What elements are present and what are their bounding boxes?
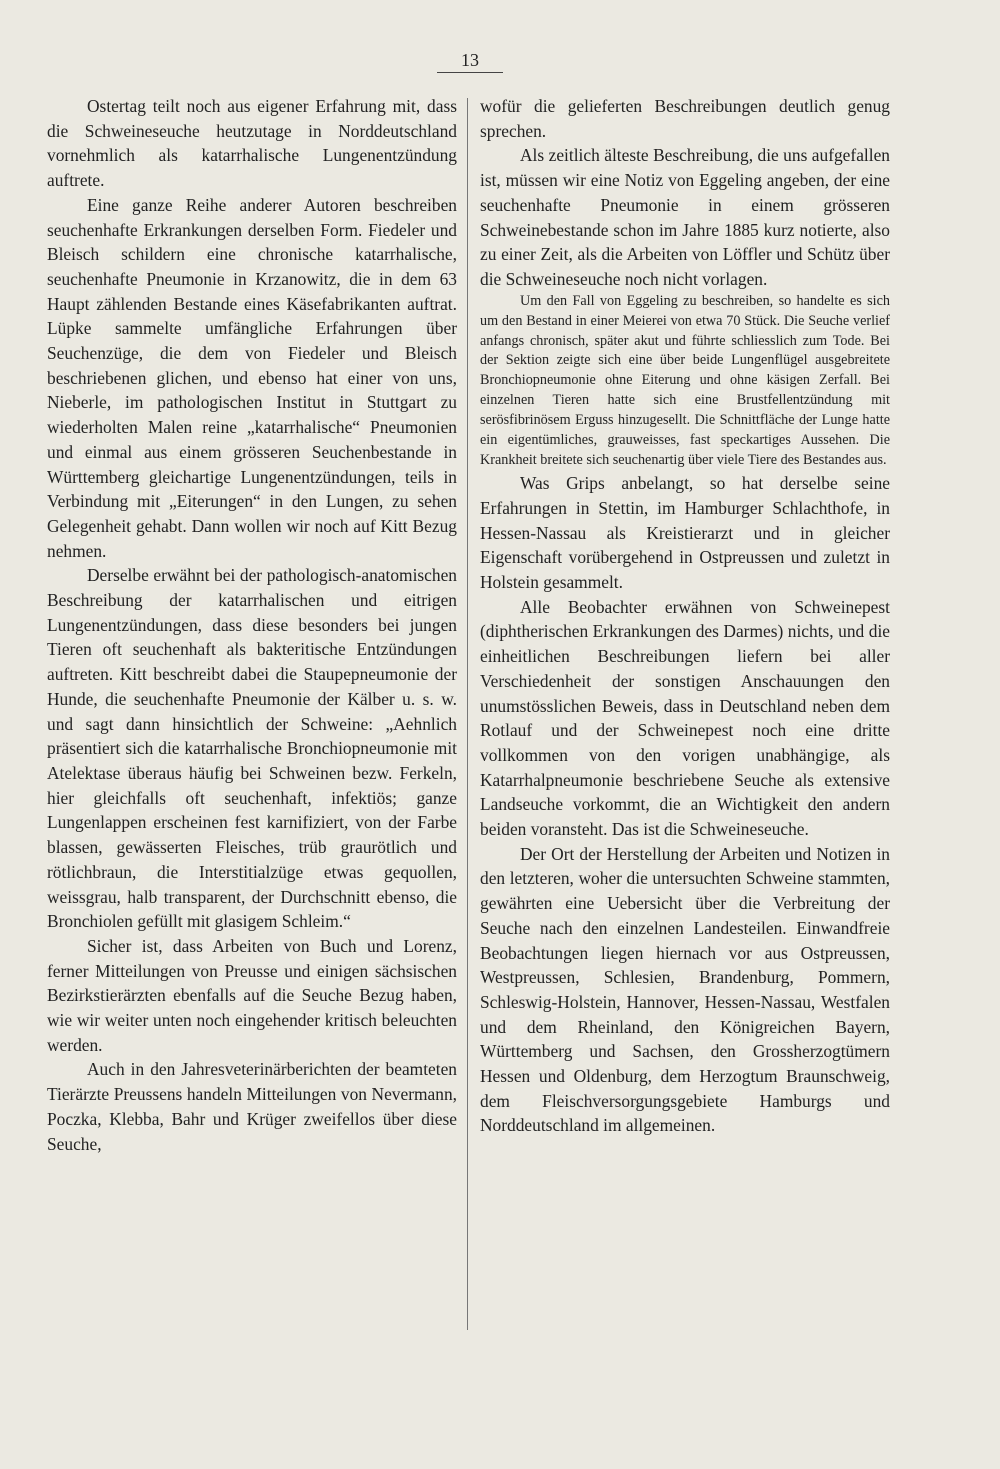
body-paragraph: Alle Beobachter erwähnen von Schweinepest (diphtherischen Erkrankungen des Darmes) nichts, und die einheitlichen Beschreibungen liefern bei aller Verschiedenheit der sonstigen Anschauungen den unumstösslichen Beweis, dass in Deutschland neben dem Rotlauf und der Schweinepest noch eine dritte vollkommen von den vorigen unabhängige, als Katarrhalpneumonie beschriebene Seuche als extensive Landseuche vorkommt, die an Wichtigkeit den andern beiden voransteht. Das ist die Schweineseuche. bbox=[480, 596, 890, 840]
body-paragraph: Der Ort der Herstellung der Arbeiten und Notizen in den letzteren, woher die untersuchten Schweine stammten, gewährten eine Uebersicht über die Verbreitung der Seuche nach den einzelnen Landesteilen. Einwandfreie Beobachtungen liegen hiernach vor aus Ostpreussen, Westpreussen, Schlesien, Brandenburg, Pommern, Schleswig-Holstein, Hannover, Hessen-Nassau, Westfalen und dem Rheinland, den Königreichen Bayern, Württemberg und Sachsen, den Grossherzogtümern Hessen und Oldenburg, dem Herzogtum Braunschweig, dem Fleischversorgungsgebiete Hamburgs und Norddeutschland im allgemeinen. bbox=[480, 843, 890, 1136]
body-paragraph: Ostertag teilt noch aus eigener Erfahrung mit, dass die Schweineseuche heutzutage in Norddeutschland vornehmlich als katarrhalische Lungenentzündung auftrete. bbox=[47, 96, 457, 191]
page-number: 13 bbox=[437, 48, 503, 73]
right-column bbox=[480, 94, 890, 1138]
left-column bbox=[47, 94, 457, 1156]
footnote-paragraph: Um den Fall von Eggeling zu beschreiben, so handelte es sich um den Bestand in einer Meierei von etwa 70 Stück. Die Seuche verlief anfangs chronisch, später akut und führte schliesslich zum Tode. Bei der Sektion zeigte sich eine über beide Lungenflügel ausgebreitete Bronchiopneumonie ohne Eiterung und ohne käsigen Zerfall. Bei einzelnen Tieren hatte sich eine Brustfellentzündung mit serösfibrinösem Erguss hinzugesellt. Die Schnittfläche der Lunge hatte ein eigentümliches, grauweisses, fast speckartiges Aussehen. Die Krankheit breitete sich seuchenartig über viele Tiere des Bestandes aus. bbox=[480, 292, 890, 469]
column-divider bbox=[467, 98, 468, 1330]
body-paragraph: Eine ganze Reihe anderer Autoren beschreiben seuchenhafte Erkrankungen derselben Form. Fiedeler und Bleisch schildern eine chronische katarrhalische, seuchenhafte Pneumonie in Krzanowitz, die in dem 63 Haupt zählenden Bestande eines Käsefabrikanten auftrat. Lüpke sammelte umfängliche Erfahrungen über Seuchenzüge, die dem von Fiedeler und Bleisch beschriebenen glichen, und ebenso hat einer von uns, Nieberle, im pathologischen Institut in Stuttgart zu wiederholten Malen reine „katarrhalische“ Pneumonien und einmal aus einem grösseren Seuchenbestande in Württemberg gleichartige Lungenentzündungen, teils in Verbindung mit „Eiterungen“ in den Lungen, zu sehen Gelegenheit gehabt. Dann wollen wir noch auf Kitt Bezug nehmen. bbox=[47, 194, 457, 561]
body-paragraph: Als zeitlich älteste Beschreibung, die uns aufgefallen ist, müssen wir eine Notiz von Eggeling angeben, der eine seuchenhafte Pneumonie in einem grösseren Schweinebestande schon im Jahre 1885 kurz notierte, also zu einer Zeit, als die Arbeiten von Löffler und Schütz über die Schweineseuche noch nicht vorlagen. bbox=[480, 145, 890, 289]
body-paragraph: Derselbe erwähnt bei der pathologisch-anatomischen Beschreibung der katarrhalischen und eitrigen Lungenentzündungen, dass diese besonders bei jungen Tieren oft seuchenhaft als bakteritische Entzündungen auftreten. Kitt beschreibt dabei die Staupepneumonie der Hunde, die seuchenhafte Pneumonie der Kälber u. s. w. und sagt dann hinsichtlich der Schweine: „Aehnlich präsentiert sich die katarrhalische Bronchiopneumonie mit Atelektase überaus häufig bei Schweinen bezw. Ferkeln, hier gleichfalls oft seuchenhaft, infektiös; ganze Lungenlappen erscheinen fest karnifiziert, von der Farbe blassen, gewässerten Fleisches, trüb graurötlich und rötlichbraun, die Interstitialzüge etwas gequollen, weissgrau, halb transparent, der Durchschnitt ebenso, die Bronchiolen gefüllt mit glasigem Schleim.“ bbox=[47, 565, 457, 932]
body-paragraph: wofür die gelieferten Beschreibungen deutlich genug sprechen. bbox=[480, 96, 890, 141]
body-paragraph: Sicher ist, dass Arbeiten von Buch und Lorenz, ferner Mitteilungen von Preusse und einigen sächsischen Bezirkstierärzten ebenfalls auf die Seuche Bezug haben, wie wir weiter unten noch eingehender kritisch beleuchten werden. bbox=[47, 935, 457, 1055]
body-paragraph: Was Grips anbelangt, so hat derselbe seine Erfahrungen in Stettin, im Hamburger Schlachthofe, in Hessen-Nassau als Kreistierarzt und in gleicher Eigenschaft vorübergehend in Ostpreussen und zuletzt in Holstein gesammelt. bbox=[480, 473, 890, 593]
body-paragraph: Auch in den Jahresveterinärberichten der beamteten Tierärzte Preussens handeln Mitteilungen von Nevermann, Poczka, Klebba, Bahr und Krüger zweifellos über diese Seuche, bbox=[47, 1059, 457, 1154]
